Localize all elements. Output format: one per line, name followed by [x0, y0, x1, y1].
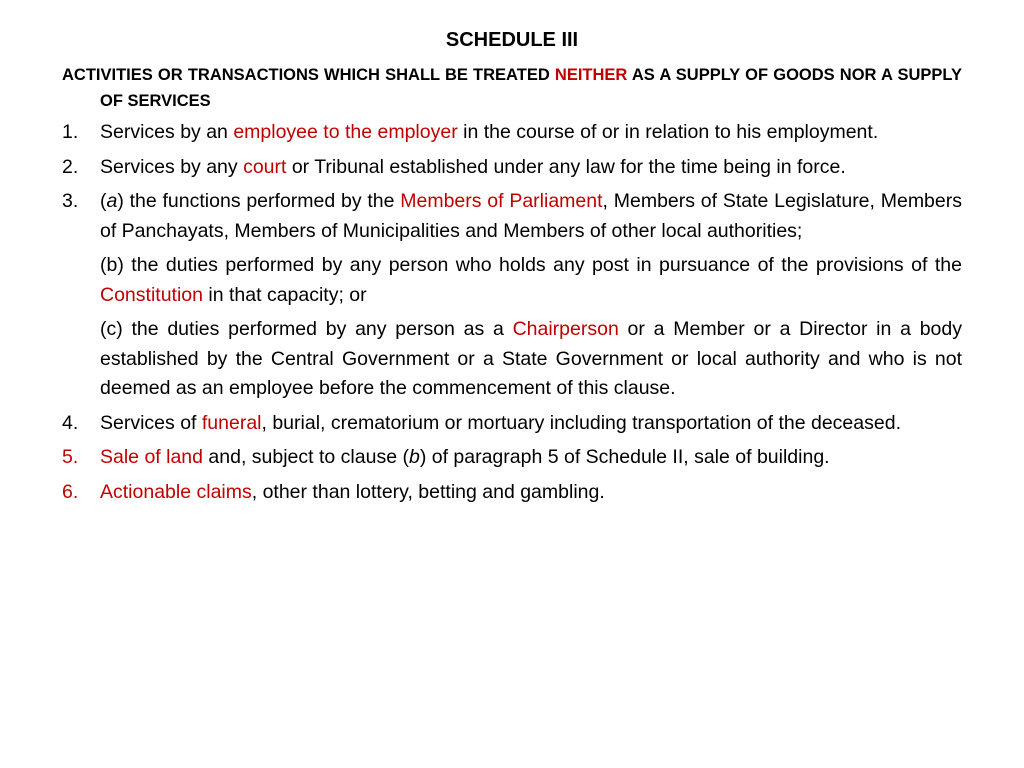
text-run: Services by an: [100, 121, 234, 143]
item-paragraph: [100, 118, 962, 148]
text-run: , Members of State Legislature, Members of Panchayats, Members of Municipalities and Members of other local authorities;: [100, 190, 962, 242]
highlighted-term: court: [243, 155, 287, 178]
item-paragraph: [100, 409, 962, 439]
highlighted-term: Constitution: [100, 283, 203, 306]
item-paragraph: [100, 478, 962, 508]
text-run: in the course of or in relation to his employment.: [457, 121, 879, 143]
list-item: [62, 478, 962, 508]
highlighted-term: funeral: [201, 411, 262, 434]
highlighted-term: Members of Parliament: [400, 190, 603, 212]
item-paragraph: [100, 443, 962, 473]
item-number: 5.: [62, 446, 79, 468]
list-item: [62, 409, 962, 439]
text-run: in that capacity; or: [202, 283, 367, 306]
highlighted-term: Chairperson: [512, 318, 619, 340]
text-run: Services by any: [100, 155, 244, 178]
highlighted-term: employee to the employer: [233, 121, 458, 143]
item-paragraph: [100, 315, 962, 404]
item-number: 6.: [62, 480, 79, 503]
list-item: [62, 443, 962, 473]
item-paragraph: [100, 187, 962, 246]
list-item: [62, 187, 962, 404]
text-run: or Tribunal established under any law for the time being in force.: [286, 155, 846, 178]
text-run: ) of paragraph 5 of Schedule II, sale of building.: [419, 446, 830, 468]
item-paragraph: [100, 153, 962, 183]
item-number: 4.: [62, 411, 79, 434]
text-run: (c) the duties performed by any person as a: [100, 318, 513, 340]
text-run: b: [408, 446, 420, 468]
item-paragraph: [100, 251, 962, 310]
text-run: a: [106, 190, 118, 212]
highlighted-term: NEITHER: [554, 66, 628, 84]
text-run: AS A SUPPLY OF GOODS NOR A SUPPLY OF SERVICES: [100, 66, 962, 110]
highlighted-term: Sale of land: [100, 446, 203, 468]
text-run: or a Member or a Director in a body established by the Central Government or a State Government or local authority and who is not deemed as an employee before the commencement of this clause.: [100, 318, 962, 399]
item-number: 1.: [62, 121, 79, 143]
text-run: and, subject to clause (: [203, 446, 409, 468]
text-run: , burial, crematorium or mortuary including transportation of the deceased.: [261, 411, 901, 434]
text-run: ) the functions performed by the: [117, 190, 401, 212]
text-run: Services of: [100, 411, 202, 434]
page-subtitle: [62, 62, 962, 114]
text-run: , other than lottery, betting and gambling.: [251, 480, 605, 503]
item-number: 3.: [62, 190, 79, 212]
schedule-list: [62, 118, 962, 512]
page-title: SCHEDULE III: [445, 29, 579, 51]
list-item: [62, 118, 962, 148]
list-item: [62, 153, 962, 183]
text-run: (b) the duties performed by any person who holds any post in pursuance of the provisions of the: [100, 254, 962, 276]
text-run: ACTIVITIES OR TRANSACTIONS WHICH SHALL BE TREATED: [62, 66, 555, 84]
item-number: 2.: [62, 155, 79, 178]
text-run: (: [100, 190, 107, 212]
highlighted-term: Actionable claims: [100, 480, 252, 503]
